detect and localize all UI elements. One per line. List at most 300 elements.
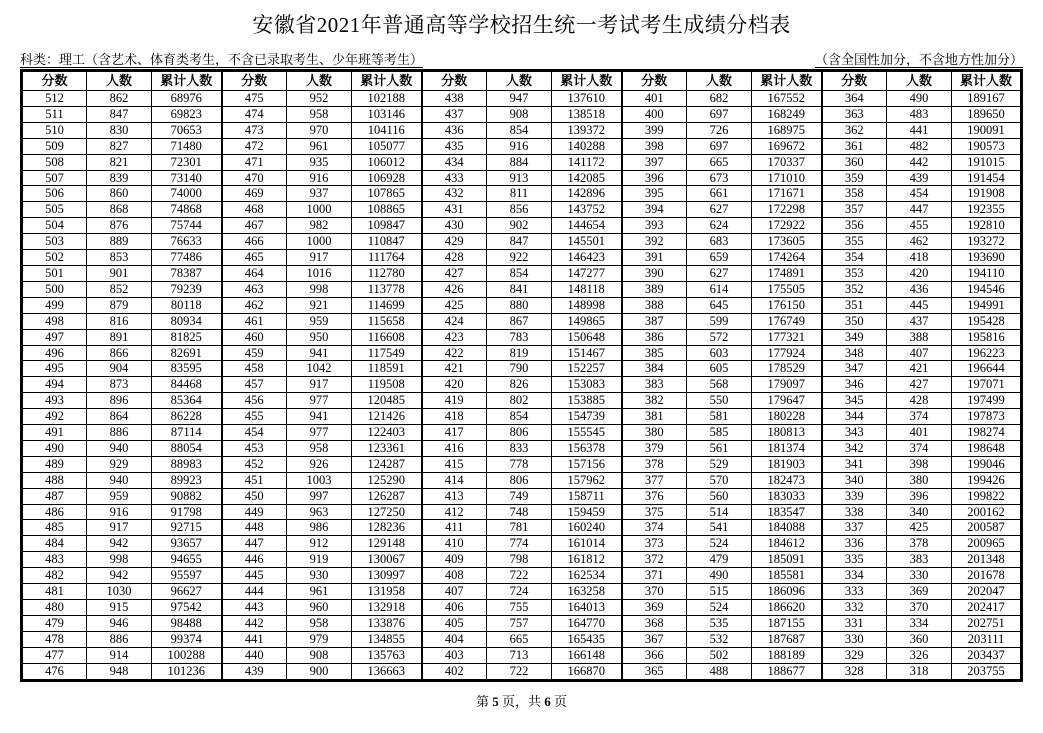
score-cell: 496 — [22, 345, 87, 361]
score-cell: 330 — [822, 631, 887, 647]
score-cell: 428 — [422, 250, 487, 266]
cumulative-cell: 203111 — [952, 631, 1022, 647]
count-cell: 1016 — [287, 265, 352, 281]
cumulative-cell: 200162 — [952, 504, 1022, 520]
column-header-cumulative: 累计人数 — [552, 71, 622, 91]
table-row — [22, 536, 1022, 552]
count-cell: 798 — [487, 552, 552, 568]
count-cell: 982 — [287, 218, 352, 234]
score-cell: 483 — [22, 552, 87, 568]
score-cell: 387 — [622, 313, 687, 329]
cumulative-cell: 181374 — [752, 440, 822, 456]
count-cell: 914 — [87, 647, 152, 663]
score-cell: 375 — [622, 504, 687, 520]
count-cell: 614 — [687, 281, 752, 297]
score-cell: 439 — [222, 663, 287, 680]
cumulative-cell: 133876 — [352, 615, 422, 631]
count-cell: 856 — [487, 202, 552, 218]
count-cell: 524 — [687, 536, 752, 552]
score-cell: 366 — [622, 647, 687, 663]
cumulative-cell: 162534 — [552, 568, 622, 584]
count-cell: 749 — [487, 488, 552, 504]
count-cell: 326 — [887, 647, 952, 663]
score-cell: 372 — [622, 552, 687, 568]
count-cell: 515 — [687, 584, 752, 600]
score-cell: 458 — [222, 361, 287, 377]
cumulative-cell: 194546 — [952, 281, 1022, 297]
cumulative-cell: 195428 — [952, 313, 1022, 329]
cumulative-cell: 86228 — [152, 409, 222, 425]
cumulative-cell: 182473 — [752, 472, 822, 488]
table-row — [22, 552, 1022, 568]
score-cell: 471 — [222, 154, 287, 170]
cumulative-cell: 93657 — [152, 536, 222, 552]
cumulative-cell: 165435 — [552, 631, 622, 647]
cumulative-cell: 146423 — [552, 250, 622, 266]
score-cell: 472 — [222, 138, 287, 154]
cumulative-cell: 88054 — [152, 440, 222, 456]
column-header-count: 人数 — [887, 71, 952, 91]
cumulative-cell: 143752 — [552, 202, 622, 218]
cumulative-cell: 68976 — [152, 91, 222, 107]
cumulative-cell: 187687 — [752, 631, 822, 647]
count-cell: 529 — [687, 456, 752, 472]
score-cell: 378 — [622, 456, 687, 472]
table-row — [22, 409, 1022, 425]
cumulative-cell: 114699 — [352, 297, 422, 313]
score-cell: 356 — [822, 218, 887, 234]
count-cell: 960 — [287, 600, 352, 616]
score-cell: 488 — [22, 472, 87, 488]
count-cell: 958 — [287, 615, 352, 631]
subtitle-row — [20, 49, 1023, 68]
count-cell: 998 — [287, 281, 352, 297]
count-cell: 1042 — [287, 361, 352, 377]
cumulative-cell: 101236 — [152, 663, 222, 680]
count-cell: 488 — [687, 663, 752, 680]
count-cell: 979 — [287, 631, 352, 647]
count-cell: 340 — [887, 504, 952, 520]
count-cell: 441 — [887, 122, 952, 138]
score-cell: 499 — [22, 297, 87, 313]
count-cell: 437 — [887, 313, 952, 329]
score-cell: 395 — [622, 186, 687, 202]
cumulative-cell: 121426 — [352, 409, 422, 425]
cumulative-cell: 151467 — [552, 345, 622, 361]
cumulative-cell: 200965 — [952, 536, 1022, 552]
cumulative-cell: 184612 — [752, 536, 822, 552]
cumulative-cell: 130997 — [352, 568, 422, 584]
count-cell: 866 — [87, 345, 152, 361]
score-cell: 418 — [422, 409, 487, 425]
count-cell: 935 — [287, 154, 352, 170]
score-cell: 385 — [622, 345, 687, 361]
cumulative-cell: 173605 — [752, 234, 822, 250]
table-row — [22, 297, 1022, 313]
score-cell: 482 — [22, 568, 87, 584]
count-cell: 445 — [887, 297, 952, 313]
score-cell: 460 — [222, 329, 287, 345]
cumulative-cell: 170337 — [752, 154, 822, 170]
score-cell: 382 — [622, 393, 687, 409]
count-cell: 388 — [887, 329, 952, 345]
table-row — [22, 488, 1022, 504]
score-cell: 494 — [22, 377, 87, 393]
count-cell: 917 — [87, 520, 152, 536]
score-cell: 511 — [22, 106, 87, 122]
cumulative-cell: 174891 — [752, 265, 822, 281]
cumulative-cell: 132918 — [352, 600, 422, 616]
score-cell: 399 — [622, 122, 687, 138]
table-row — [22, 202, 1022, 218]
cumulative-cell: 145501 — [552, 234, 622, 250]
cumulative-cell: 158711 — [552, 488, 622, 504]
count-cell: 783 — [487, 329, 552, 345]
cumulative-cell: 126287 — [352, 488, 422, 504]
count-cell: 659 — [687, 250, 752, 266]
cumulative-cell: 172298 — [752, 202, 822, 218]
cumulative-cell: 138518 — [552, 106, 622, 122]
page-title: 安徽省2021年普通高等学校招生统一考试考生成绩分档表 — [252, 13, 791, 37]
column-header-score: 分数 — [822, 71, 887, 91]
count-cell: 645 — [687, 297, 752, 313]
cumulative-cell: 193272 — [952, 234, 1022, 250]
cumulative-cell: 187155 — [752, 615, 822, 631]
count-cell: 942 — [87, 568, 152, 584]
score-cell: 498 — [22, 313, 87, 329]
score-cell: 383 — [622, 377, 687, 393]
count-cell: 986 — [287, 520, 352, 536]
cumulative-cell: 139372 — [552, 122, 622, 138]
column-header-cumulative: 累计人数 — [752, 71, 822, 91]
table-row — [22, 138, 1022, 154]
cumulative-cell: 116608 — [352, 329, 422, 345]
cumulative-cell: 166870 — [552, 663, 622, 680]
page-footer — [0, 691, 1043, 710]
cumulative-cell: 103146 — [352, 106, 422, 122]
score-cell: 422 — [422, 345, 487, 361]
count-cell: 374 — [887, 440, 952, 456]
score-cell: 506 — [22, 186, 87, 202]
score-cell: 379 — [622, 440, 687, 456]
cumulative-cell: 175505 — [752, 281, 822, 297]
count-cell: 502 — [687, 647, 752, 663]
cumulative-cell: 198648 — [952, 440, 1022, 456]
count-cell: 961 — [287, 584, 352, 600]
score-cell: 438 — [422, 91, 487, 107]
table-row — [22, 345, 1022, 361]
table-row — [22, 106, 1022, 122]
score-cell: 348 — [822, 345, 887, 361]
cumulative-cell: 176749 — [752, 313, 822, 329]
cumulative-cell: 131958 — [352, 584, 422, 600]
count-cell: 420 — [887, 265, 952, 281]
score-cell: 376 — [622, 488, 687, 504]
count-cell: 722 — [487, 568, 552, 584]
count-cell: 541 — [687, 520, 752, 536]
score-cell: 502 — [22, 250, 87, 266]
cumulative-cell: 83595 — [152, 361, 222, 377]
count-cell: 930 — [287, 568, 352, 584]
count-cell: 1000 — [287, 234, 352, 250]
score-cell: 485 — [22, 520, 87, 536]
cumulative-cell: 97542 — [152, 600, 222, 616]
cumulative-cell: 203755 — [952, 663, 1022, 680]
count-cell: 398 — [887, 456, 952, 472]
cumulative-cell: 194110 — [952, 265, 1022, 281]
count-cell: 790 — [487, 361, 552, 377]
count-cell: 913 — [487, 170, 552, 186]
cumulative-cell: 106012 — [352, 154, 422, 170]
score-cell: 406 — [422, 600, 487, 616]
cumulative-cell: 191908 — [952, 186, 1022, 202]
count-cell: 585 — [687, 425, 752, 441]
score-cell: 425 — [422, 297, 487, 313]
cumulative-cell: 189167 — [952, 91, 1022, 107]
cumulative-cell: 177924 — [752, 345, 822, 361]
score-cell: 487 — [22, 488, 87, 504]
count-cell: 334 — [887, 615, 952, 631]
count-cell: 833 — [487, 440, 552, 456]
count-cell: 847 — [87, 106, 152, 122]
cumulative-cell: 180228 — [752, 409, 822, 425]
count-cell: 860 — [87, 186, 152, 202]
count-cell: 806 — [487, 472, 552, 488]
cumulative-cell: 137610 — [552, 91, 622, 107]
table-row — [22, 520, 1022, 536]
column-header-score: 分数 — [22, 71, 87, 91]
count-cell: 879 — [87, 297, 152, 313]
count-cell: 624 — [687, 218, 752, 234]
score-cell: 467 — [222, 218, 287, 234]
score-cell: 404 — [422, 631, 487, 647]
count-cell: 550 — [687, 393, 752, 409]
cumulative-cell: 150648 — [552, 329, 622, 345]
score-cell: 392 — [622, 234, 687, 250]
cumulative-cell: 148118 — [552, 281, 622, 297]
score-cell: 396 — [622, 170, 687, 186]
score-cell: 419 — [422, 393, 487, 409]
cumulative-cell: 177321 — [752, 329, 822, 345]
count-cell: 1003 — [287, 472, 352, 488]
count-cell: 942 — [87, 536, 152, 552]
score-cell: 401 — [622, 91, 687, 107]
count-cell: 916 — [87, 504, 152, 520]
cumulative-cell: 180813 — [752, 425, 822, 441]
score-cell: 403 — [422, 647, 487, 663]
table-row — [22, 234, 1022, 250]
score-cell: 451 — [222, 472, 287, 488]
count-cell: 937 — [287, 186, 352, 202]
column-header-score: 分数 — [622, 71, 687, 91]
cumulative-cell: 87114 — [152, 425, 222, 441]
cumulative-cell: 98488 — [152, 615, 222, 631]
count-cell: 919 — [287, 552, 352, 568]
cumulative-cell: 152257 — [552, 361, 622, 377]
count-cell: 977 — [287, 425, 352, 441]
score-cell: 388 — [622, 297, 687, 313]
table-row — [22, 122, 1022, 138]
count-cell: 380 — [887, 472, 952, 488]
cumulative-cell: 124287 — [352, 456, 422, 472]
score-cell: 408 — [422, 568, 487, 584]
score-cell: 437 — [422, 106, 487, 122]
score-cell: 504 — [22, 218, 87, 234]
score-cell: 369 — [622, 600, 687, 616]
score-cell: 440 — [222, 647, 287, 663]
score-cell: 343 — [822, 425, 887, 441]
count-cell: 884 — [487, 154, 552, 170]
column-header-cumulative: 累计人数 — [152, 71, 222, 91]
count-cell: 816 — [87, 313, 152, 329]
cumulative-cell: 119508 — [352, 377, 422, 393]
cumulative-cell: 164013 — [552, 600, 622, 616]
count-cell: 682 — [687, 91, 752, 107]
cumulative-cell: 140288 — [552, 138, 622, 154]
cumulative-cell: 88983 — [152, 456, 222, 472]
score-cell: 462 — [222, 297, 287, 313]
cumulative-cell: 81825 — [152, 329, 222, 345]
score-cell: 329 — [822, 647, 887, 663]
table-row — [22, 250, 1022, 266]
count-cell: 724 — [487, 584, 552, 600]
count-cell: 401 — [887, 425, 952, 441]
cumulative-cell: 197071 — [952, 377, 1022, 393]
count-cell: 524 — [687, 600, 752, 616]
count-cell: 455 — [887, 218, 952, 234]
score-cell: 341 — [822, 456, 887, 472]
cumulative-cell: 148998 — [552, 297, 622, 313]
score-cell: 350 — [822, 313, 887, 329]
cumulative-cell: 178529 — [752, 361, 822, 377]
footer-page-middle: 页，共 — [498, 693, 545, 709]
score-cell: 391 — [622, 250, 687, 266]
score-cell: 444 — [222, 584, 287, 600]
cumulative-cell: 156378 — [552, 440, 622, 456]
count-cell: 383 — [887, 552, 952, 568]
score-cell: 337 — [822, 520, 887, 536]
score-cell: 484 — [22, 536, 87, 552]
table-row — [22, 361, 1022, 377]
table-row — [22, 91, 1022, 107]
count-cell: 370 — [887, 600, 952, 616]
cumulative-cell: 142085 — [552, 170, 622, 186]
score-cell: 473 — [222, 122, 287, 138]
column-header-count: 人数 — [687, 71, 752, 91]
count-cell: 880 — [487, 297, 552, 313]
cumulative-cell: 110847 — [352, 234, 422, 250]
count-cell: 781 — [487, 520, 552, 536]
score-cell: 452 — [222, 456, 287, 472]
count-cell: 599 — [687, 313, 752, 329]
score-cell: 426 — [422, 281, 487, 297]
count-cell: 726 — [687, 122, 752, 138]
count-cell: 963 — [287, 504, 352, 520]
score-cell: 495 — [22, 361, 87, 377]
cumulative-cell: 155545 — [552, 425, 622, 441]
cumulative-cell: 102188 — [352, 91, 422, 107]
score-cell: 434 — [422, 154, 487, 170]
column-header-count: 人数 — [287, 71, 352, 91]
score-cell: 405 — [422, 615, 487, 631]
cumulative-cell: 196223 — [952, 345, 1022, 361]
count-cell: 948 — [87, 663, 152, 680]
count-cell: 425 — [887, 520, 952, 536]
score-cell: 421 — [422, 361, 487, 377]
count-cell: 959 — [287, 313, 352, 329]
column-header-cumulative: 累计人数 — [952, 71, 1022, 91]
score-cell: 431 — [422, 202, 487, 218]
score-cell: 400 — [622, 106, 687, 122]
cumulative-cell: 82691 — [152, 345, 222, 361]
table-row — [22, 281, 1022, 297]
cumulative-cell: 73140 — [152, 170, 222, 186]
cumulative-cell: 192355 — [952, 202, 1022, 218]
cumulative-cell: 171010 — [752, 170, 822, 186]
count-cell: 854 — [487, 409, 552, 425]
cumulative-cell: 181903 — [752, 456, 822, 472]
count-cell: 568 — [687, 377, 752, 393]
score-cell: 390 — [622, 265, 687, 281]
cumulative-cell: 100288 — [152, 647, 222, 663]
count-cell: 970 — [287, 122, 352, 138]
table-row — [22, 329, 1022, 345]
count-cell: 862 — [87, 91, 152, 107]
cumulative-cell: 76633 — [152, 234, 222, 250]
count-cell: 896 — [87, 393, 152, 409]
score-cell: 333 — [822, 584, 887, 600]
score-cell: 338 — [822, 504, 887, 520]
cumulative-cell: 199426 — [952, 472, 1022, 488]
cumulative-cell: 96627 — [152, 584, 222, 600]
cumulative-cell: 198274 — [952, 425, 1022, 441]
score-cell: 474 — [222, 106, 287, 122]
count-cell: 603 — [687, 345, 752, 361]
count-cell: 921 — [287, 297, 352, 313]
score-cell: 424 — [422, 313, 487, 329]
cumulative-cell: 153083 — [552, 377, 622, 393]
score-cell: 509 — [22, 138, 87, 154]
cumulative-cell: 185091 — [752, 552, 822, 568]
score-cell: 445 — [222, 568, 287, 584]
cumulative-cell: 167552 — [752, 91, 822, 107]
count-cell: 442 — [887, 154, 952, 170]
count-cell: 977 — [287, 393, 352, 409]
count-cell: 661 — [687, 186, 752, 202]
score-cell: 409 — [422, 552, 487, 568]
count-cell: 912 — [287, 536, 352, 552]
score-cell: 347 — [822, 361, 887, 377]
cumulative-cell: 154739 — [552, 409, 622, 425]
column-header-count: 人数 — [487, 71, 552, 91]
cumulative-cell: 202047 — [952, 584, 1022, 600]
cumulative-cell: 186096 — [752, 584, 822, 600]
cumulative-cell: 107865 — [352, 186, 422, 202]
count-cell: 916 — [487, 138, 552, 154]
cumulative-cell: 160240 — [552, 520, 622, 536]
cumulative-cell: 179097 — [752, 377, 822, 393]
count-cell: 904 — [87, 361, 152, 377]
score-cell: 355 — [822, 234, 887, 250]
table-row — [22, 568, 1022, 584]
cumulative-cell: 203437 — [952, 647, 1022, 663]
cumulative-cell: 77486 — [152, 250, 222, 266]
cumulative-cell: 92715 — [152, 520, 222, 536]
count-cell: 490 — [887, 91, 952, 107]
score-cell: 436 — [422, 122, 487, 138]
score-cell: 415 — [422, 456, 487, 472]
score-cell: 353 — [822, 265, 887, 281]
